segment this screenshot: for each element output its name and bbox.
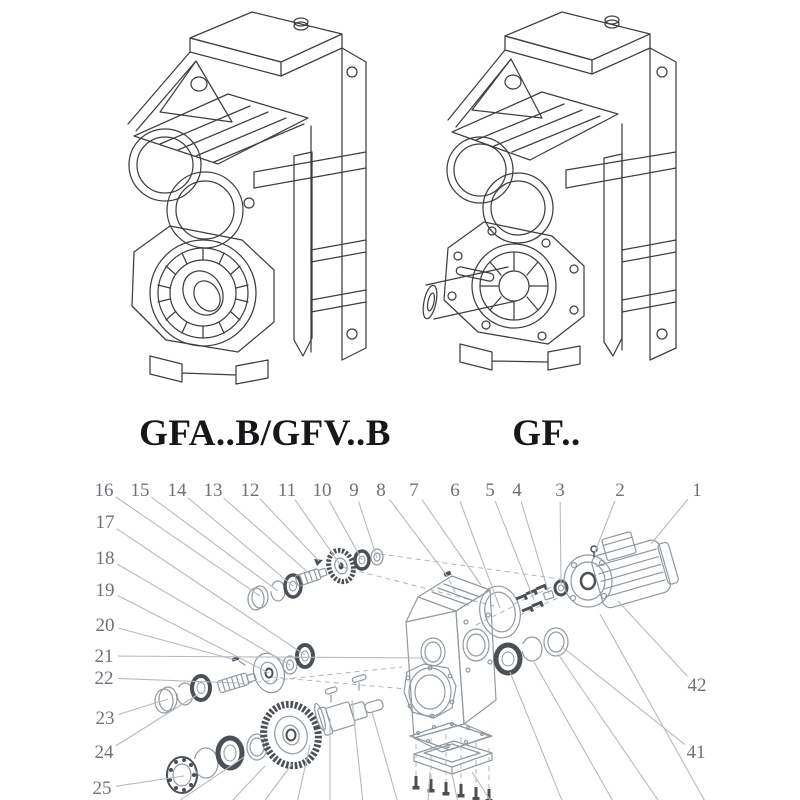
leader-line-cutoff-11 xyxy=(510,672,563,800)
leader-line-cutoff-9 xyxy=(452,774,458,800)
callout-number-18: 18 xyxy=(95,548,115,569)
callout-number-10: 10 xyxy=(312,480,332,501)
output-boss xyxy=(404,664,456,718)
leader-line-cutoff-1 xyxy=(176,757,244,800)
callout-number-19: 19 xyxy=(95,580,115,601)
flange-hole-4 xyxy=(602,594,607,599)
tap-hole-4 xyxy=(488,660,492,664)
housing-front-face xyxy=(406,611,464,738)
bearing-inner xyxy=(502,652,514,666)
flange-gasket-inner xyxy=(481,589,519,634)
callout-layer xyxy=(93,480,707,800)
housing-edge xyxy=(406,597,418,622)
key-1 xyxy=(325,686,338,702)
bearing-inner xyxy=(197,683,205,694)
snap-ring xyxy=(522,637,542,661)
callout-number-9: 9 xyxy=(349,480,359,501)
leader-line-1 xyxy=(651,499,688,544)
leader-line-18 xyxy=(117,564,290,665)
input-bore-inner xyxy=(467,634,485,656)
leader-line-13 xyxy=(224,498,311,575)
tap-hole-2 xyxy=(486,613,490,617)
bearing-inner xyxy=(224,745,236,761)
leader-line-cutoff-14 xyxy=(600,614,706,800)
leader-line-cutoff-4 xyxy=(297,745,310,800)
callout-number-5: 5 xyxy=(485,480,495,501)
callout-number-23: 23 xyxy=(95,708,115,729)
oil-pan-depth xyxy=(414,753,492,774)
oil-pan-assembly xyxy=(410,723,493,800)
leader-line-8 xyxy=(390,500,448,577)
callout-number-24: 24 xyxy=(94,742,114,763)
leader-line-16 xyxy=(116,497,260,596)
motor-body xyxy=(586,522,681,609)
callout-number-13: 13 xyxy=(203,480,223,501)
oil-seal-inner xyxy=(548,632,564,652)
callout-number-12: 12 xyxy=(240,480,260,501)
leader-line-12 xyxy=(260,499,319,561)
leader-line-cutoff-12 xyxy=(534,662,614,800)
input-pinion-assembly xyxy=(248,547,383,610)
leader-line-3 xyxy=(560,502,561,585)
output-bore-inner xyxy=(415,675,445,709)
leader-line-cutoff-3 xyxy=(263,764,292,800)
leader-line-10 xyxy=(329,500,362,560)
callout-number-11: 11 xyxy=(277,480,297,501)
callout-number-22: 22 xyxy=(94,668,114,689)
model-label-left: GFA..B/GFV..B xyxy=(139,413,391,454)
callout-number-15: 15 xyxy=(130,480,150,501)
flange-hole-1 xyxy=(572,563,577,568)
snap-ring xyxy=(194,748,218,778)
output-gear xyxy=(256,697,326,772)
key-2 xyxy=(352,674,367,690)
housing-top-ribs xyxy=(432,584,480,605)
callout-number-6: 6 xyxy=(450,480,460,501)
callout-number-8: 8 xyxy=(376,480,386,501)
leader-line-21 xyxy=(118,656,428,658)
callout-number-1: 1 xyxy=(692,480,702,501)
upper-bore-inner xyxy=(425,642,441,662)
callout-number-4: 4 xyxy=(512,480,522,501)
callout-number-17: 17 xyxy=(95,512,115,533)
callout-number-7: 7 xyxy=(409,480,419,501)
tap-hole-1 xyxy=(464,620,468,624)
leader-line-2 xyxy=(595,501,615,552)
flange-hole-3 xyxy=(571,596,576,601)
leader-line-cutoff-13 xyxy=(558,654,660,800)
motor-shaft-boss xyxy=(581,573,595,589)
leader-line-25 xyxy=(116,776,184,786)
leader-line-17 xyxy=(117,529,305,655)
callout-number-3: 3 xyxy=(555,480,565,501)
callout-number-41: 41 xyxy=(686,742,706,763)
callout-number-25: 25 xyxy=(92,778,112,799)
motor xyxy=(564,522,681,609)
leader-line-20 xyxy=(119,628,236,660)
output-bearing-set xyxy=(496,628,568,673)
flange-gasket xyxy=(475,582,525,641)
leader-line-14 xyxy=(188,498,293,586)
flange-bolts xyxy=(516,583,548,612)
leader-line-41 xyxy=(561,646,685,745)
callout-number-14: 14 xyxy=(167,480,187,501)
callout-number-21: 21 xyxy=(94,646,114,667)
tap-hole-3 xyxy=(466,668,470,672)
callout-number-20: 20 xyxy=(95,615,115,636)
housing-skirt xyxy=(414,724,492,752)
boss-bolt-holes xyxy=(406,666,454,718)
pilot-bearing-inner xyxy=(559,585,564,591)
leader-line-cutoff-6 xyxy=(352,700,363,800)
model-label-right: GF.. xyxy=(512,413,581,454)
leader-line-4 xyxy=(521,501,549,594)
leader-line-7 xyxy=(422,500,481,585)
ball-bearing xyxy=(167,757,197,793)
callout-number-42: 42 xyxy=(687,675,707,696)
callout-number-2: 2 xyxy=(615,480,625,501)
leader-line-15 xyxy=(151,497,278,591)
leader-line-5 xyxy=(495,501,534,600)
motor-flange-inner xyxy=(571,562,605,600)
bearing-2-inner xyxy=(302,651,309,661)
callout-number-16: 16 xyxy=(94,480,114,501)
pinion-shaft xyxy=(217,670,257,693)
leader-line-cutoff-2 xyxy=(230,766,265,800)
leader-line-cutoff-7 xyxy=(372,712,398,800)
